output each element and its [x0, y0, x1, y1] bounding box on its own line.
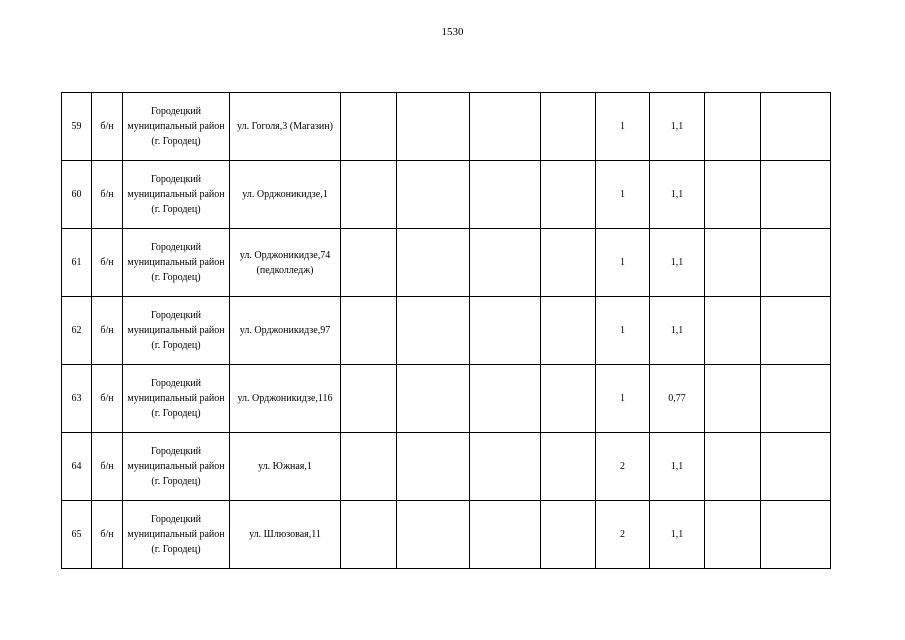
- row-number-cell: 65: [62, 501, 92, 569]
- count-cell: 2: [596, 501, 650, 569]
- address-cell: ул. Орджоникидзе,74 (педколледж): [230, 229, 341, 297]
- empty-cell: [705, 93, 761, 161]
- empty-cell: [761, 365, 831, 433]
- empty-cell: [397, 93, 470, 161]
- value-cell: 1,1: [650, 297, 705, 365]
- empty-cell: [541, 365, 596, 433]
- empty-cell: [470, 93, 541, 161]
- address-cell: ул. Шлюзовая,11: [230, 501, 341, 569]
- empty-cell: [541, 433, 596, 501]
- empty-cell: [341, 161, 397, 229]
- table-row: [62, 161, 831, 229]
- document-number-cell: б/н: [92, 93, 123, 161]
- empty-cell: [705, 433, 761, 501]
- empty-cell: [397, 501, 470, 569]
- table-row: [62, 93, 831, 161]
- count-cell: 1: [596, 297, 650, 365]
- table-row: [62, 433, 831, 501]
- empty-cell: [470, 161, 541, 229]
- district-cell: Городецкий муниципальный район (г. Городец): [123, 433, 230, 501]
- empty-cell: [761, 501, 831, 569]
- district-cell: Городецкий муниципальный район (г. Городец): [123, 501, 230, 569]
- row-number-cell: 62: [62, 297, 92, 365]
- table-row: [62, 297, 831, 365]
- count-cell: 1: [596, 365, 650, 433]
- table-row: [62, 229, 831, 297]
- empty-cell: [470, 365, 541, 433]
- count-cell: 1: [596, 161, 650, 229]
- empty-cell: [541, 93, 596, 161]
- row-number-cell: 60: [62, 161, 92, 229]
- district-cell: Городецкий муниципальный район (г. Городец): [123, 93, 230, 161]
- empty-cell: [761, 297, 831, 365]
- empty-cell: [761, 161, 831, 229]
- address-cell: ул. Орджоникидзе,116: [230, 365, 341, 433]
- document-number-cell: б/н: [92, 161, 123, 229]
- empty-cell: [397, 229, 470, 297]
- district-cell: Городецкий муниципальный район (г. Городец): [123, 297, 230, 365]
- address-cell: ул. Орджоникидзе,1: [230, 161, 341, 229]
- district-cell: Городецкий муниципальный район (г. Городец): [123, 161, 230, 229]
- document-number-cell: б/н: [92, 297, 123, 365]
- empty-cell: [470, 433, 541, 501]
- empty-cell: [541, 229, 596, 297]
- row-number-cell: 64: [62, 433, 92, 501]
- empty-cell: [541, 161, 596, 229]
- value-cell: 1,1: [650, 433, 705, 501]
- empty-cell: [705, 297, 761, 365]
- empty-cell: [761, 433, 831, 501]
- data-table: [61, 92, 831, 569]
- count-cell: 1: [596, 93, 650, 161]
- table-body: [62, 93, 831, 569]
- empty-cell: [705, 161, 761, 229]
- empty-cell: [541, 297, 596, 365]
- empty-cell: [341, 501, 397, 569]
- value-cell: 1,1: [650, 229, 705, 297]
- page-number: 1530: [441, 26, 464, 38]
- district-cell: Городецкий муниципальный район (г. Городец): [123, 229, 230, 297]
- empty-cell: [470, 297, 541, 365]
- count-cell: 2: [596, 433, 650, 501]
- empty-cell: [705, 501, 761, 569]
- document-number-cell: б/н: [92, 501, 123, 569]
- row-number-cell: 59: [62, 93, 92, 161]
- empty-cell: [341, 365, 397, 433]
- count-cell: 1: [596, 229, 650, 297]
- empty-cell: [705, 229, 761, 297]
- table-row: [62, 365, 831, 433]
- empty-cell: [341, 433, 397, 501]
- row-number-cell: 61: [62, 229, 92, 297]
- row-number-cell: 63: [62, 365, 92, 433]
- district-cell: Городецкий муниципальный район (г. Городец): [123, 365, 230, 433]
- value-cell: 0,77: [650, 365, 705, 433]
- empty-cell: [397, 297, 470, 365]
- value-cell: 1,1: [650, 161, 705, 229]
- table-row: [62, 501, 831, 569]
- value-cell: 1,1: [650, 93, 705, 161]
- empty-cell: [341, 297, 397, 365]
- document-number-cell: б/н: [92, 365, 123, 433]
- empty-cell: [470, 229, 541, 297]
- empty-cell: [341, 93, 397, 161]
- empty-cell: [541, 501, 596, 569]
- document-number-cell: б/н: [92, 229, 123, 297]
- address-cell: ул. Южная,1: [230, 433, 341, 501]
- address-cell: ул. Гоголя,3 (Магазин): [230, 93, 341, 161]
- document-number-cell: б/н: [92, 433, 123, 501]
- empty-cell: [470, 501, 541, 569]
- empty-cell: [761, 93, 831, 161]
- address-cell: ул. Орджоникидзе,97: [230, 297, 341, 365]
- empty-cell: [397, 161, 470, 229]
- value-cell: 1,1: [650, 501, 705, 569]
- empty-cell: [341, 229, 397, 297]
- empty-cell: [397, 365, 470, 433]
- empty-cell: [761, 229, 831, 297]
- empty-cell: [705, 365, 761, 433]
- empty-cell: [397, 433, 470, 501]
